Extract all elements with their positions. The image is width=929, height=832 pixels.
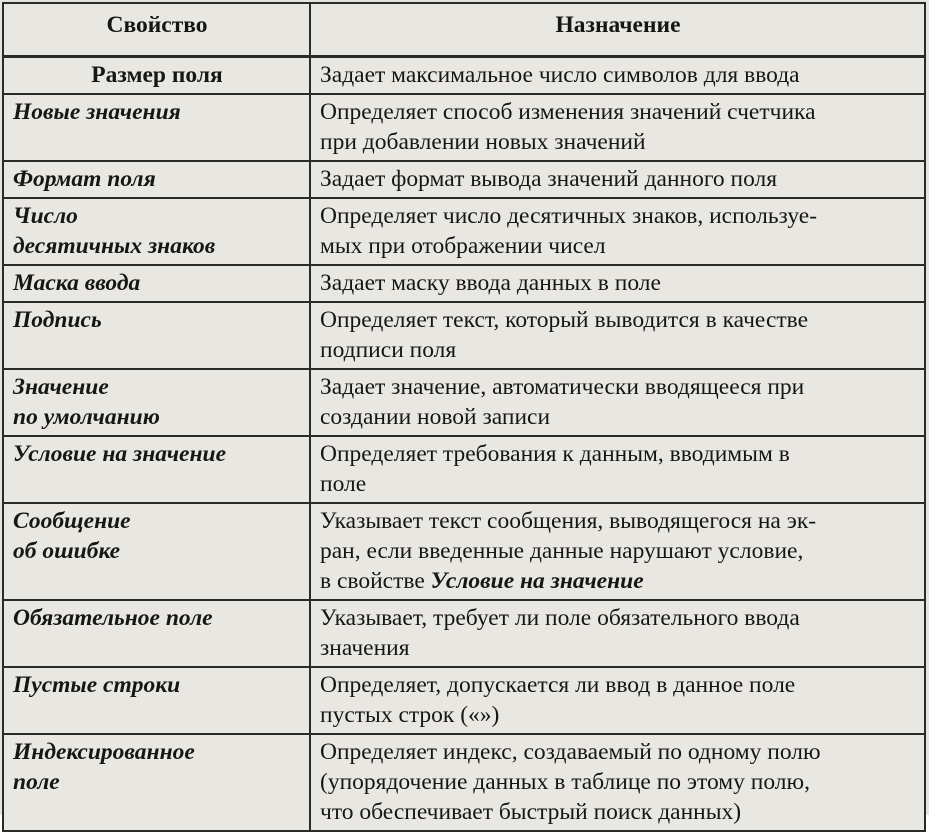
property-name — [3, 667, 310, 734]
property-description — [310, 57, 925, 95]
description-line: Определяет требования к данным, вводимым в — [320, 441, 790, 467]
property-name — [3, 161, 310, 198]
property-name-line: десятичных знаков — [13, 233, 216, 259]
table-row — [3, 94, 925, 161]
property-name — [3, 94, 310, 161]
property-name-line: Обязательное поле — [13, 605, 213, 631]
property-name-line: по умолчанию — [13, 404, 160, 430]
property-name — [3, 436, 310, 503]
description-line: что обеспечивает быстрый поиск данных) — [320, 799, 742, 825]
property-name-line: Подпись — [13, 307, 102, 333]
property-description — [310, 265, 925, 302]
property-name-line: Маска ввода — [13, 270, 141, 296]
property-name-line: Индексированное — [13, 739, 195, 765]
property-description — [310, 436, 925, 503]
property-name — [3, 265, 310, 302]
description-line: Указывает текст сообщения, выводящегося на эк- — [320, 508, 817, 534]
property-name-line: Условие на значение — [13, 441, 227, 467]
property-name-line: Сообщение — [13, 508, 131, 534]
table-header-row — [3, 3, 925, 57]
property-description — [310, 503, 925, 600]
property-description — [310, 369, 925, 436]
description-line: Задает формат вывода значений данного поля — [320, 166, 778, 192]
property-name-line: об ошибке — [13, 538, 121, 564]
property-reference: Условие на значение — [430, 568, 644, 594]
property-description — [310, 94, 925, 161]
property-name-line: Число — [13, 203, 78, 229]
description-line: пустых строк («») — [320, 702, 500, 728]
table-row — [3, 436, 925, 503]
description-line: поле — [320, 471, 367, 497]
property-name — [3, 734, 310, 831]
table-row — [3, 667, 925, 734]
header-purpose: Назначение — [310, 3, 925, 57]
description-line: Определяет, допускается ли ввод в данное поле — [320, 672, 796, 698]
property-name-line: Пустые строки — [13, 672, 181, 698]
property-name — [3, 600, 310, 667]
property-description — [310, 734, 925, 831]
property-description — [310, 600, 925, 667]
properties-table — [2, 2, 926, 832]
property-name-line: поле — [13, 769, 60, 795]
property-description — [310, 667, 925, 734]
property-description — [310, 161, 925, 198]
header-property: Свойство — [3, 3, 310, 57]
table-row — [3, 302, 925, 369]
property-description — [310, 198, 925, 265]
property-name — [3, 369, 310, 436]
property-name — [3, 302, 310, 369]
property-name-line: Формат поля — [13, 166, 156, 192]
table-row — [3, 503, 925, 600]
description-line: Определяет текст, который выводится в качестве — [320, 307, 809, 333]
property-name-line: Новые значения — [13, 99, 181, 125]
property-name-line: Размер поля — [91, 62, 223, 88]
table-row — [3, 57, 925, 95]
description-prefix: в свойстве — [320, 568, 431, 594]
description-line: Указывает, требует ли поле обязательного ввода — [320, 605, 800, 631]
description-line: подписи поля — [320, 337, 457, 363]
description-line: значения — [320, 635, 410, 661]
table-row — [3, 734, 925, 831]
table-row — [3, 600, 925, 667]
description-line: Определяет индекс, создаваемый по одному полю — [320, 739, 821, 765]
description-line: Определяет число десятичных знаков, используе- — [320, 203, 818, 229]
property-name — [3, 57, 310, 95]
description-line: при добавлении новых значений — [320, 129, 646, 155]
description-line: мых при отображении чисел — [320, 233, 606, 259]
table-row — [3, 198, 925, 265]
description-line — [320, 566, 916, 596]
description-line: Задает маску ввода данных в поле — [320, 270, 661, 296]
description-line: (упорядочение данных в таблице по этому полю, — [320, 769, 810, 795]
table-row — [3, 161, 925, 198]
description-line: Определяет способ изменения значений счетчика — [320, 99, 816, 125]
table-body — [3, 57, 925, 832]
description-line: ран, если введенные данные нарушают условие, — [320, 538, 804, 564]
property-name-line: Значение — [13, 374, 109, 400]
description-line: Задает максимальное число символов для ввода — [320, 62, 800, 88]
property-name — [3, 503, 310, 600]
property-name — [3, 198, 310, 265]
description-line: Задает значение, автоматически вводящееся при — [320, 374, 805, 400]
table-row — [3, 369, 925, 436]
table-row — [3, 265, 925, 302]
description-line: создании новой записи — [320, 404, 551, 430]
property-description — [310, 302, 925, 369]
